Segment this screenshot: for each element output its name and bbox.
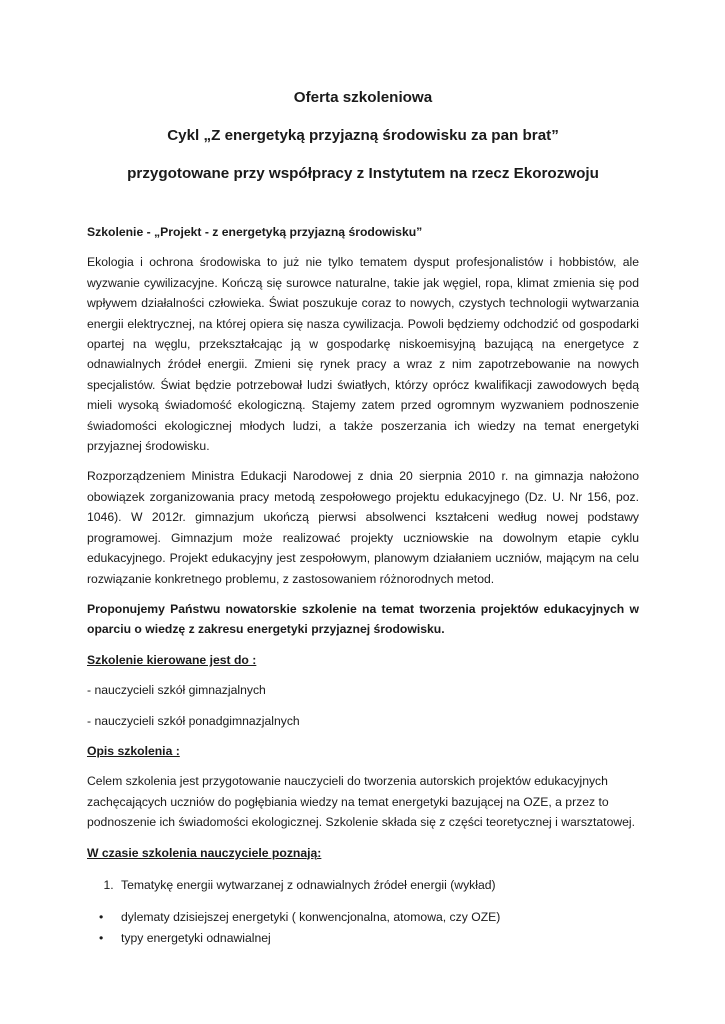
description-heading: Opis szkolenia : <box>87 743 180 758</box>
bullet-item-text: dylematy dzisiejszej energetyki ( konwencjonalna, atomowa, czy OZE) <box>121 910 501 925</box>
bullet-icon: • <box>99 910 104 925</box>
proposal-paragraph: Proponujemy Państwu nowatorskie szkolenie na temat tworzenia projektów edukacyjnych w oparciu o wiedzę z zakresu energetyki przyjaznej środowisku. <box>87 601 639 637</box>
numbered-list-item: 1. Tematykę energii wytwarzanej z odnawialnych źródeł energii (wykład) <box>117 875 639 895</box>
description-paragraph: Celem szkolenia jest przygotowanie nauczycieli do tworzenia autorskich projektów edukacyjnych zachęcających uczniów do pogłębiania wiedzy na temat energetyki bazującej na OZE, a przez to podnoszenie ich świadomości ekologicznej. Szkolenie składa się z części teoretycznej i warsztatowej. <box>87 774 636 830</box>
document-title: Oferta szkoleniowa <box>293 89 433 106</box>
numbered-list <box>87 875 639 895</box>
document-subtitle-cycle: Cykl „Z energetyką przyjazną środowisku za pan brat” <box>167 127 559 144</box>
audience-heading: Szkolenie kierowane jest do : <box>87 652 257 667</box>
document-subtitle-partner: przygotowane przy współpracy z Instytutem na rzecz Ekorozwoju <box>127 165 599 182</box>
bullet-list-item <box>99 907 639 927</box>
bullet-list-item <box>99 928 639 948</box>
document-content <box>87 88 639 948</box>
bullet-icon: • <box>99 930 104 945</box>
regulation-paragraph: Rozporządzeniem Ministra Edukacji Narodowej z dnia 20 sierpnia 2010 r. na gimnazja nałożono obowiązek zorganizowania pracy metodą zespołowego projektu edukacyjnego (Dz. U. Nr 156, poz. 1046). W 2012r. gimnazjum ukończą pierwsi absolwenci kształceni według nowej podstawy programowej. Gimnazjum może realizować projekty uczniowskie na dowolnym etapie cyklu edukacyjnego. Projekt edukacyjny jest zespołowym, planowym działaniem uczniów, mającym na celu rozwiązanie konkretnego problemu, z zastosowaniem różnorodnych metod. <box>87 469 639 586</box>
bullet-list <box>87 907 639 948</box>
bullet-item-text: typy energetyki odnawialnej <box>121 930 271 945</box>
audience-item: - nauczycieli szkół gimnazjalnych <box>87 683 266 698</box>
intro-paragraph: Ekologia i ochrona środowiska to już nie tylko tematem dysput profesjonalistów i hobbistów, ale wyzwanie cywilizacyjne. Kończą się surowce naturalne, takie jak węgiel, ropa, klimat zmienia się pod wpływem działalności człowieka. Świat poszukuje coraz to nowych, czystych technologii wytwarzania energii elektrycznej, na której opiera się nasza cywilizacja. Powoli będziemy odchodzić od gospodarki opartej na węglu, przekształcając ją w gospodarkę niskoemisyjną bazującą na energetyce z odnawialnych źródeł energii. Zmieni się rynek pracy a wraz z nim zapotrzebowanie na nowych specjalistów. Świat będzie potrzebował ludzi światłych, którzy oprócz kwalifikacji zawodowych będą mieli wysoką świadomość ekologiczną. Stajemy zatem przed ogromnym wyzwaniem podnoszenie świadomości ekologicznej młodych ludzi, a także poszerzania ich wiedzy na temat energetyki przyjaznej środowisku. <box>87 255 639 454</box>
training-heading: Szkolenie - „Projekt - z energetyką przyjazną środowisku” <box>87 225 423 239</box>
audience-item: - nauczycieli szkół ponadgimnazjalnych <box>87 713 300 728</box>
learning-heading: W czasie szkolenia nauczyciele poznają: <box>87 845 322 860</box>
